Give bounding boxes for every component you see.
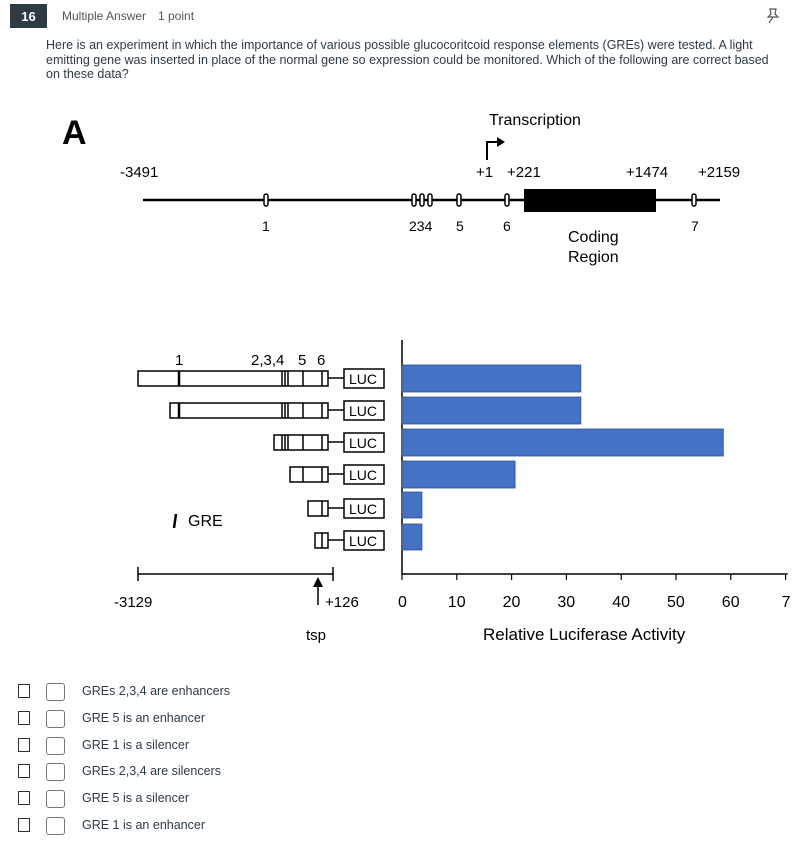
answer-option[interactable] bbox=[0, 735, 400, 759]
gre-experiment-figure bbox=[0, 100, 800, 660]
answer-checkbox[interactable] bbox=[46, 817, 65, 835]
panel-label: A bbox=[62, 114, 87, 152]
answer-checkbox[interactable] bbox=[46, 737, 65, 755]
luc-label: LUC bbox=[349, 533, 378, 549]
svg-text:5: 5 bbox=[298, 352, 307, 369]
coding-region-label: Coding bbox=[568, 229, 619, 246]
x-tick-label: 0 bbox=[398, 594, 407, 611]
svg-text:6: 6 bbox=[317, 352, 326, 369]
bar bbox=[402, 461, 515, 488]
bar bbox=[402, 492, 422, 518]
gre-legend-mark bbox=[174, 514, 176, 528]
transcription-label: Transcription bbox=[489, 112, 581, 129]
svg-text:1: 1 bbox=[175, 352, 184, 369]
svg-text:7: 7 bbox=[691, 218, 699, 234]
x-tick-label: 60 bbox=[721, 594, 740, 611]
luc-label: LUC bbox=[349, 467, 378, 483]
bar bbox=[402, 365, 581, 392]
answer-label: GRE 1 is an enhancer bbox=[82, 818, 205, 832]
question-type: Multiple Answer bbox=[62, 9, 147, 23]
outer-checkbox[interactable] bbox=[18, 711, 30, 725]
bar bbox=[402, 397, 581, 424]
answer-option[interactable] bbox=[0, 708, 400, 732]
position-label: +1 bbox=[476, 164, 494, 181]
x-tick-label: 30 bbox=[557, 594, 576, 611]
position-label: +221 bbox=[507, 164, 541, 181]
answer-label: GRE 5 is an enhancer bbox=[82, 711, 205, 725]
coding-region-box bbox=[524, 189, 656, 212]
question-text: Here is an experiment in which the importance of various possible glucocoritcoid response elements (GREs) were tested. A light emitting gene was inserted in place of the normal gene so expression could be monitored. Which of the following are correct based on these data? bbox=[46, 38, 769, 81]
position-label: +2159 bbox=[698, 164, 741, 181]
promoter-fragment bbox=[138, 371, 328, 386]
outer-checkbox[interactable] bbox=[18, 684, 30, 698]
svg-text:5: 5 bbox=[456, 218, 464, 234]
coding-region-label: Region bbox=[568, 249, 619, 266]
luc-label: LUC bbox=[349, 435, 378, 451]
position-label: +1474 bbox=[626, 164, 669, 181]
question-points: 1 point bbox=[158, 9, 195, 23]
answer-checkbox[interactable] bbox=[46, 683, 65, 701]
luc-label: LUC bbox=[349, 403, 378, 419]
x-tick-label: 50 bbox=[667, 594, 685, 611]
scale-right-label: +126 bbox=[325, 594, 359, 611]
x-tick-label: 10 bbox=[447, 594, 466, 611]
answer-label: GREs 2,3,4 are enhancers bbox=[82, 684, 230, 698]
x-axis-title: Relative Luciferase Activity bbox=[483, 625, 686, 644]
outer-checkbox[interactable] bbox=[18, 764, 30, 778]
bar bbox=[402, 429, 723, 456]
outer-checkbox[interactable] bbox=[18, 791, 30, 805]
scale-left-label: -3129 bbox=[114, 594, 153, 611]
answer-label: GRE 1 is a silencer bbox=[82, 738, 189, 752]
answer-label: GREs 2,3,4 are silencers bbox=[82, 764, 221, 778]
x-tick-label: 40 bbox=[612, 594, 630, 611]
answer-checkbox[interactable] bbox=[46, 763, 65, 781]
outer-checkbox[interactable] bbox=[18, 738, 30, 752]
question-header bbox=[0, 0, 800, 32]
pin-icon[interactable] bbox=[764, 6, 782, 26]
position-label: -3491 bbox=[120, 164, 159, 181]
answer-option[interactable] bbox=[0, 788, 400, 812]
svg-text:234: 234 bbox=[409, 218, 433, 234]
answer-label: GRE 5 is a silencer bbox=[82, 791, 189, 805]
luciferase-bar-chart bbox=[398, 340, 791, 611]
luc-boxes bbox=[344, 369, 384, 550]
svg-text:6: 6 bbox=[503, 218, 511, 234]
reporter-constructs bbox=[138, 371, 344, 548]
svg-text:1: 1 bbox=[262, 218, 270, 234]
bar bbox=[402, 524, 422, 550]
x-tick-label: 20 bbox=[502, 594, 521, 611]
answer-option[interactable] bbox=[0, 681, 400, 705]
answer-option[interactable] bbox=[0, 815, 400, 839]
answer-option[interactable] bbox=[0, 761, 400, 785]
x-tick-label: 7 bbox=[781, 594, 791, 611]
tsp-label: tsp bbox=[306, 627, 327, 644]
outer-checkbox[interactable] bbox=[18, 818, 30, 832]
answer-checkbox[interactable] bbox=[46, 710, 65, 728]
luc-label: LUC bbox=[349, 501, 378, 517]
question-number: 16 bbox=[10, 4, 47, 28]
luc-label: LUC bbox=[349, 371, 378, 387]
answer-checkbox[interactable] bbox=[46, 790, 65, 808]
gre-legend-label: GRE bbox=[188, 513, 223, 530]
svg-text:2,3,4: 2,3,4 bbox=[251, 352, 285, 369]
